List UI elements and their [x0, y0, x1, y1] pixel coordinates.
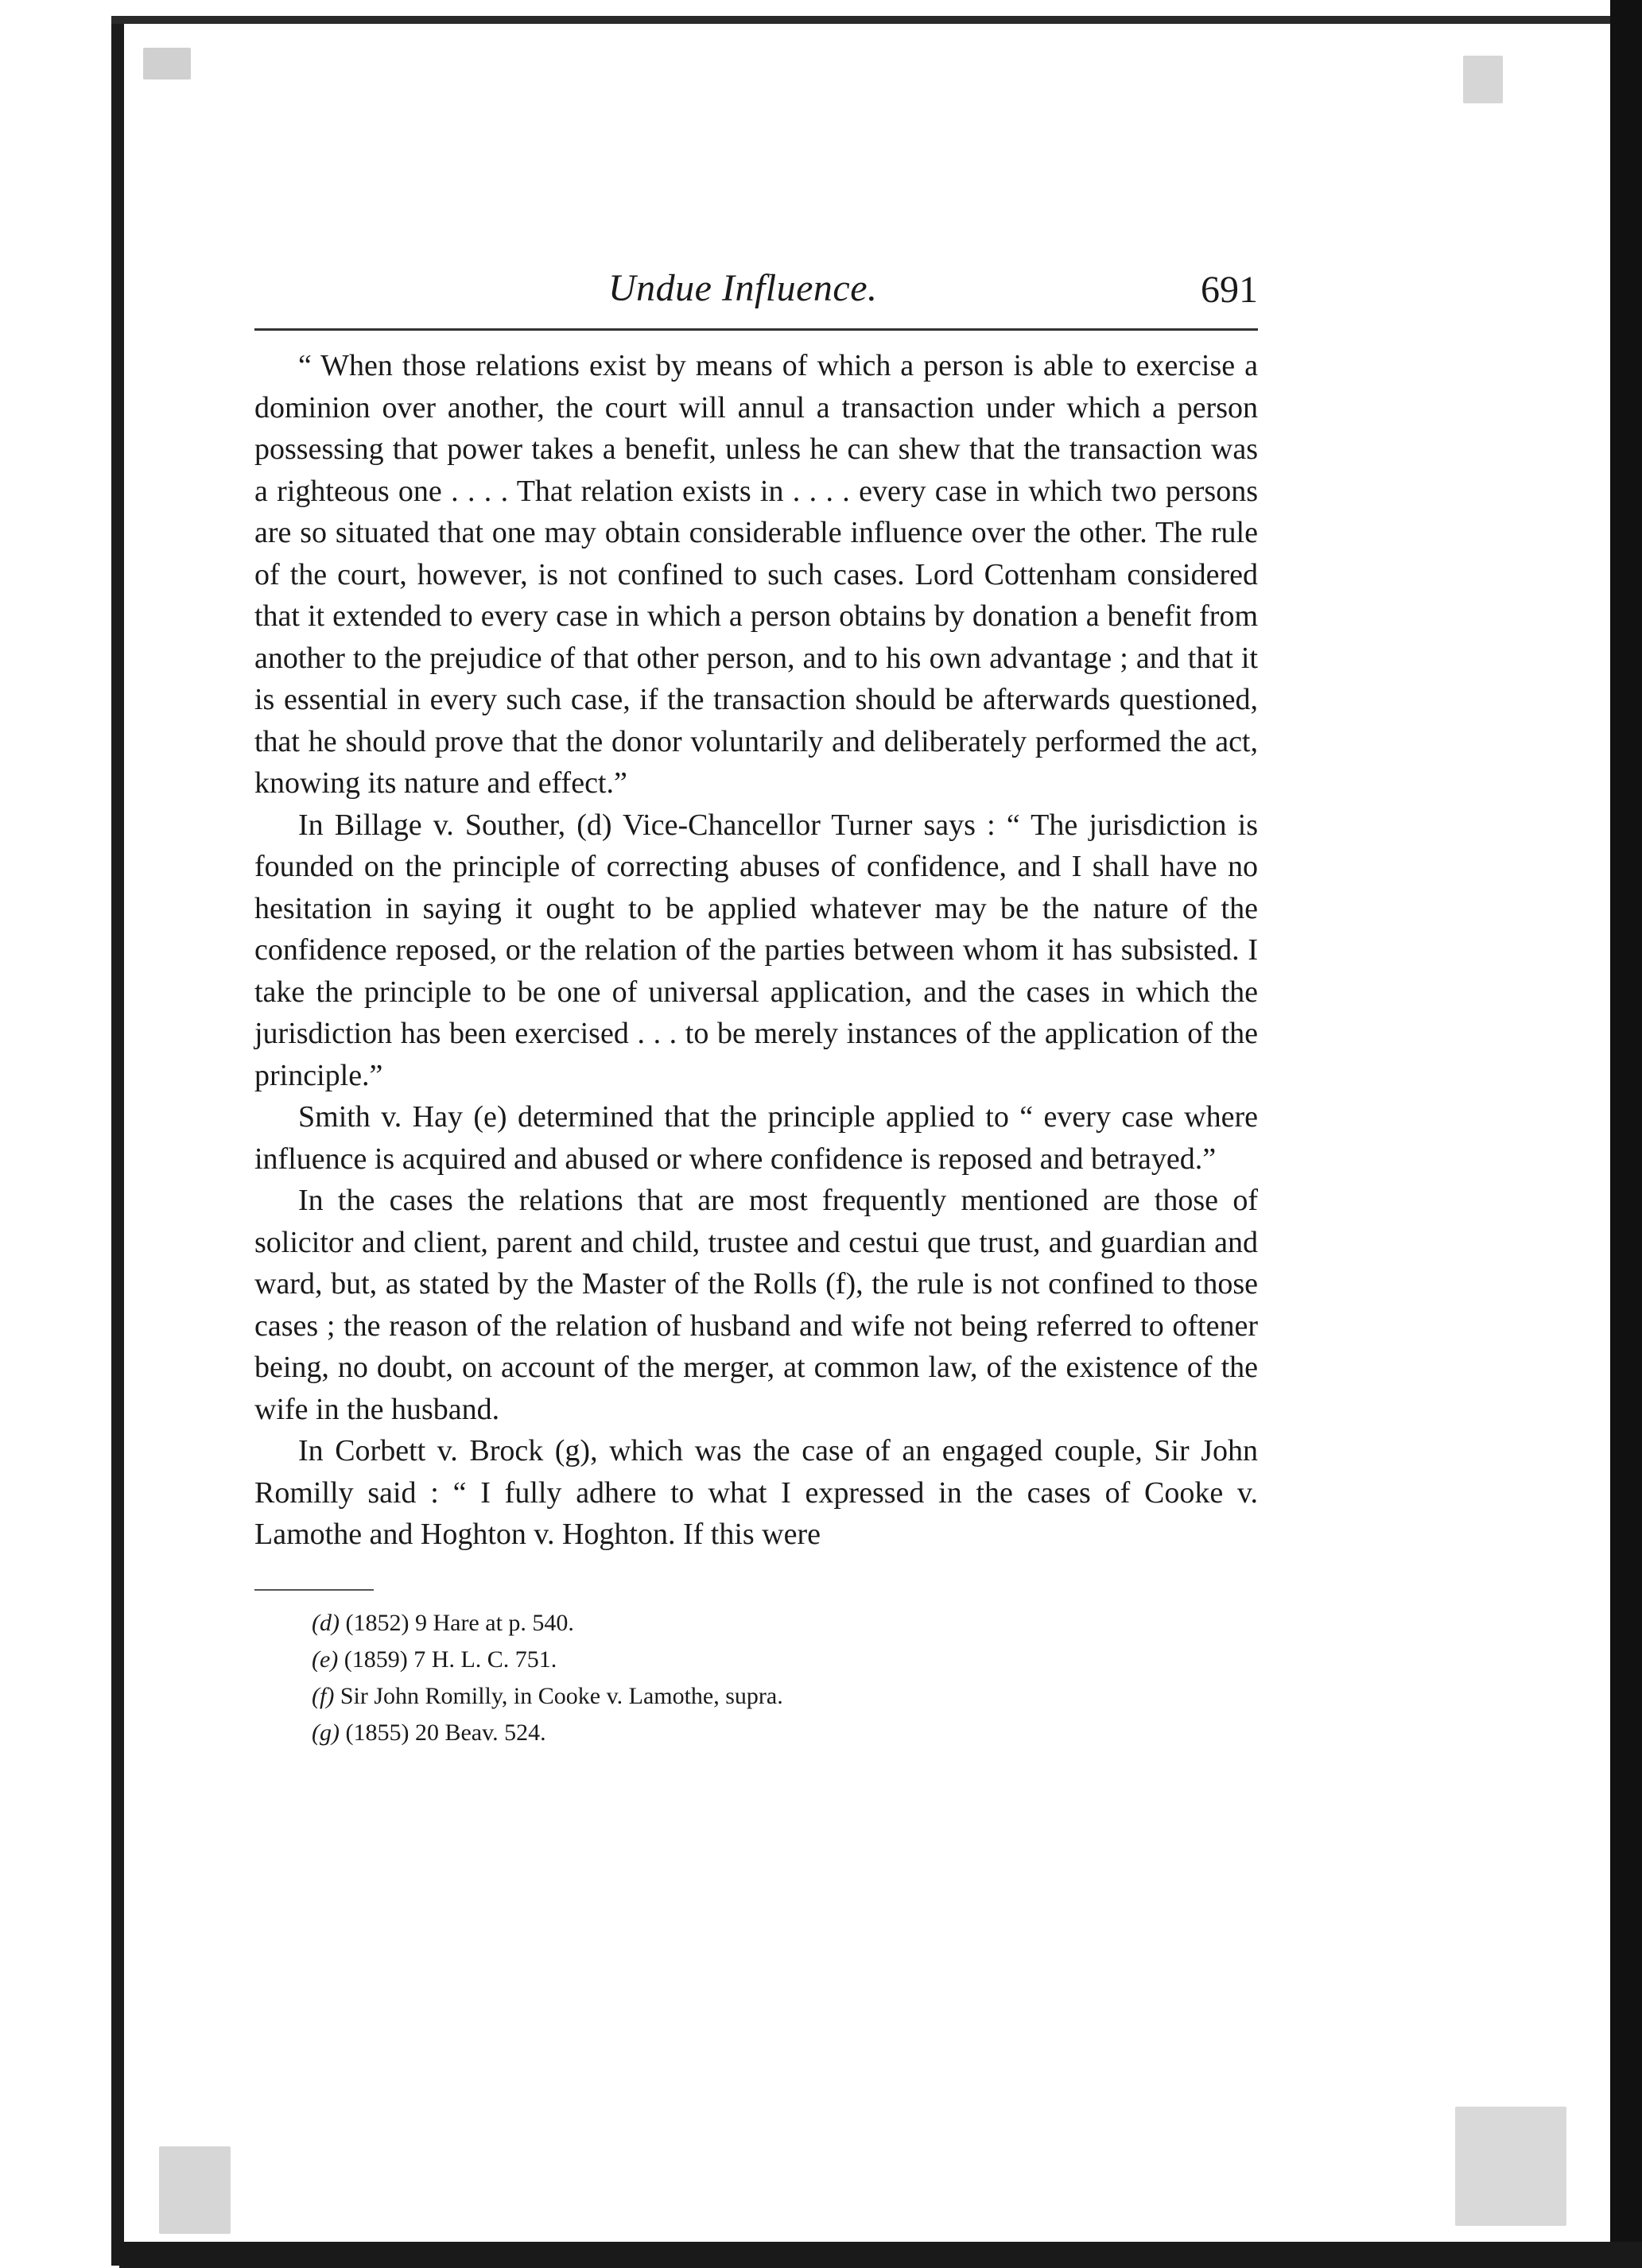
- footnote: [312, 1715, 1258, 1751]
- footnote-text: (1859) 7 H. L. C. 751.: [344, 1646, 557, 1673]
- page-title: Undue Influence.: [608, 267, 878, 309]
- footnote-text: (1852) 9 Hare at p. 540.: [345, 1609, 574, 1636]
- page-number: 691: [1201, 269, 1258, 311]
- paragraph: In Corbett v. Brock (g), which was the case of an engaged couple, Sir John Romilly said : “ I fully adhere to what I expressed in the cases of Cooke v. Lamothe and Hoghton v. Hoghton. If this were: [254, 1434, 1258, 1551]
- book-page: [254, 266, 1258, 1751]
- footnote-text: Sir John Romilly, in Cooke v. Lamothe, supra.: [340, 1682, 783, 1709]
- footnote-marker: (g): [312, 1719, 340, 1746]
- footnotes: [254, 1605, 1258, 1751]
- scan-border-left: [111, 16, 124, 2266]
- scan-speckle: [159, 2146, 231, 2234]
- footnote: [312, 1605, 1258, 1642]
- footnote-marker: (e): [312, 1646, 339, 1673]
- body-text: [254, 345, 1258, 1556]
- scan-speckle: [143, 48, 191, 79]
- paragraph: In Billage v. Souther, (d) Vice-Chancellor Turner says : “ The jurisdiction is founded on the principle of correcting abuses of confidence, and I shall have no hesitation in saying it ought to be applied whatever may be the nature of the confidence reposed, or the relation of the parties between whom it has subsisted. I take the principle to be one of universal application, and the cases in which the jurisdiction has been exercised . . . to be merely instances of the application of the principle.”: [254, 808, 1258, 1092]
- scan-border-bottom: [119, 2242, 1642, 2268]
- footnote-marker: (d): [312, 1609, 340, 1636]
- paragraph: In the cases the relations that are most frequently mentioned are those of solicitor and client, parent and child, trustee and cestui que trust, and guardian and ward, but, as stated by the Master of the Rolls (f), the rule is not confined to those cases ; the reason of the relation of husband and wife not being referred to oftener being, no doubt, on account of the merger, at common law, of the existence of the wife in the husband.: [254, 1184, 1258, 1426]
- running-head: [254, 266, 1258, 331]
- footnote-marker: (f): [312, 1682, 335, 1709]
- paragraph: Smith v. Hay (e) determined that the principle applied to “ every case where influence is acquired and abused or where confidence is reposed and betrayed.”: [254, 1100, 1258, 1176]
- footnote: [312, 1678, 1258, 1715]
- footnote: [312, 1642, 1258, 1678]
- scan-speckle: [1455, 2107, 1566, 2226]
- paragraph: “ When those relations exist by means of which a person is able to exercise a dominion over another, the court will annul a transaction under which a person possessing that power takes a benefit, unless he can shew that the transaction was a righteous one . . . . That relation exists in . . . . every case in which two persons are so situated that one may obtain considerable influence over the other. The rule of the court, however, is not confined to such cases. Lord Cottenham considered that it extended to every case in which a person obtains by donation a benefit from another to the prejudice of that other person, and to his own advantage ; and that it is essential in every such case, if the transaction should be afterwards questioned, that he should prove that the donor voluntarily and deliberately performed the act, knowing its nature and effect.”: [254, 349, 1258, 800]
- scan-border-right: [1610, 0, 1642, 2268]
- footnote-divider: [254, 1589, 374, 1591]
- footnote-text: (1855) 20 Beav. 524.: [345, 1719, 546, 1746]
- scan-speckle: [1463, 56, 1503, 103]
- scan-border-top: [111, 16, 1642, 24]
